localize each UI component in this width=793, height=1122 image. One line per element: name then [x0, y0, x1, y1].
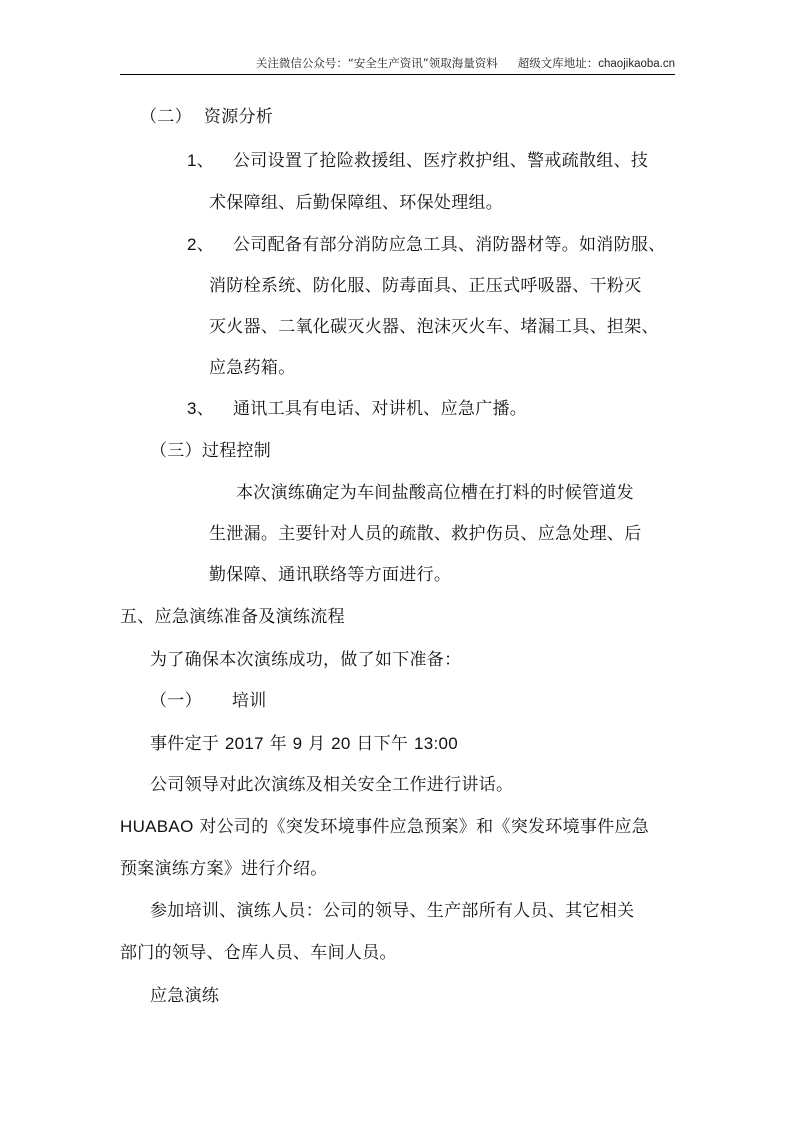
subsection-title: 培训 — [231, 691, 267, 711]
section-heading-resources — [140, 106, 273, 128]
chapter-five-intro: 为了确保本次演练成功，做了如下准备： — [150, 650, 462, 670]
section-title: 资源分析 — [203, 107, 274, 127]
drill-heading: 应急演练 — [150, 986, 220, 1006]
resource-item-2-line-4: 应急药箱。 — [209, 358, 296, 378]
section-label: （三） — [150, 441, 202, 461]
resource-item-1-line-2: 术保障组、后勤保障组、环保处理组。 — [209, 193, 504, 213]
item-number: 2、 — [187, 235, 215, 254]
date-day: 20 — [331, 734, 351, 753]
date-text: 月 — [302, 734, 332, 754]
process-line-3: 勤保障、通讯联络等方面进行。 — [209, 565, 452, 585]
resource-item-3-line-1 — [187, 398, 527, 420]
header-library-label: 超级文库地址： — [517, 56, 599, 70]
header-divider — [120, 74, 675, 75]
date-year: 2017 — [224, 734, 264, 753]
date-time: 13:00 — [413, 734, 459, 753]
section-heading-process — [150, 440, 271, 462]
plan-intro-line-1 — [120, 816, 649, 838]
date-text: 年 — [263, 734, 293, 754]
item-number: 1、 — [187, 151, 215, 170]
plan-intro-line-2: 预案演练方案》进行介绍。 — [120, 859, 328, 879]
presenter-name: HUABAO — [120, 817, 194, 836]
plan-intro-text: 对公司的《突发环境事件应急预案》和《突发环境事件应急 — [193, 817, 650, 837]
item-text: 公司配备有部分消防应急工具、消防器材等。如消防服、 — [233, 235, 666, 255]
subsection-label: （一） — [150, 691, 202, 711]
resource-item-2-line-2: 消防栓系统、防化服、防毒面具、正压式呼吸器、干粉灭 — [209, 276, 642, 296]
participants-line-1: 参加培训、演练人员：公司的领导、生产部所有人员、其它相关 — [150, 901, 635, 921]
leadership-speech-line: 公司领导对此次演练及相关安全工作进行讲话。 — [150, 775, 514, 795]
process-line-1: 本次演练确定为车间盐酸高位槽在打料的时候管道发 — [236, 483, 634, 503]
subsection-heading-training — [150, 690, 267, 712]
event-date-line — [150, 733, 458, 755]
process-line-2: 生泄漏。主要针对人员的疏散、救护伤员、应急处理、后 — [209, 524, 642, 544]
resource-item-2-line-3: 灭火器、二氧化碳灭火器、泡沫灭火车、堵漏工具、担架、 — [209, 317, 659, 337]
resource-item-1-line-1 — [187, 150, 648, 172]
item-text: 公司设置了抢险救援组、医疗救护组、警戒疏散组、技 — [233, 151, 649, 171]
section-label: （二） — [140, 107, 192, 127]
date-month: 9 — [292, 734, 303, 753]
date-text: 日下午 — [350, 734, 414, 754]
item-number: 3、 — [187, 399, 215, 418]
chapter-five-heading: 五、应急演练准备及演练流程 — [120, 607, 345, 627]
section-title: 过程控制 — [201, 441, 272, 461]
date-text: 事件定于 — [150, 734, 225, 754]
resource-item-2-line-1 — [187, 234, 666, 256]
header-promo-text: 关注微信公众号：“安全生产资讯”领取海量资料 — [255, 56, 498, 70]
header-library-url: chaojikaoba.cn — [598, 58, 675, 70]
participants-line-2: 部门的领导、仓库人员、车间人员。 — [120, 943, 397, 963]
item-text: 通讯工具有电话、对讲机、应急广播。 — [233, 399, 528, 419]
header-banner — [120, 55, 675, 73]
